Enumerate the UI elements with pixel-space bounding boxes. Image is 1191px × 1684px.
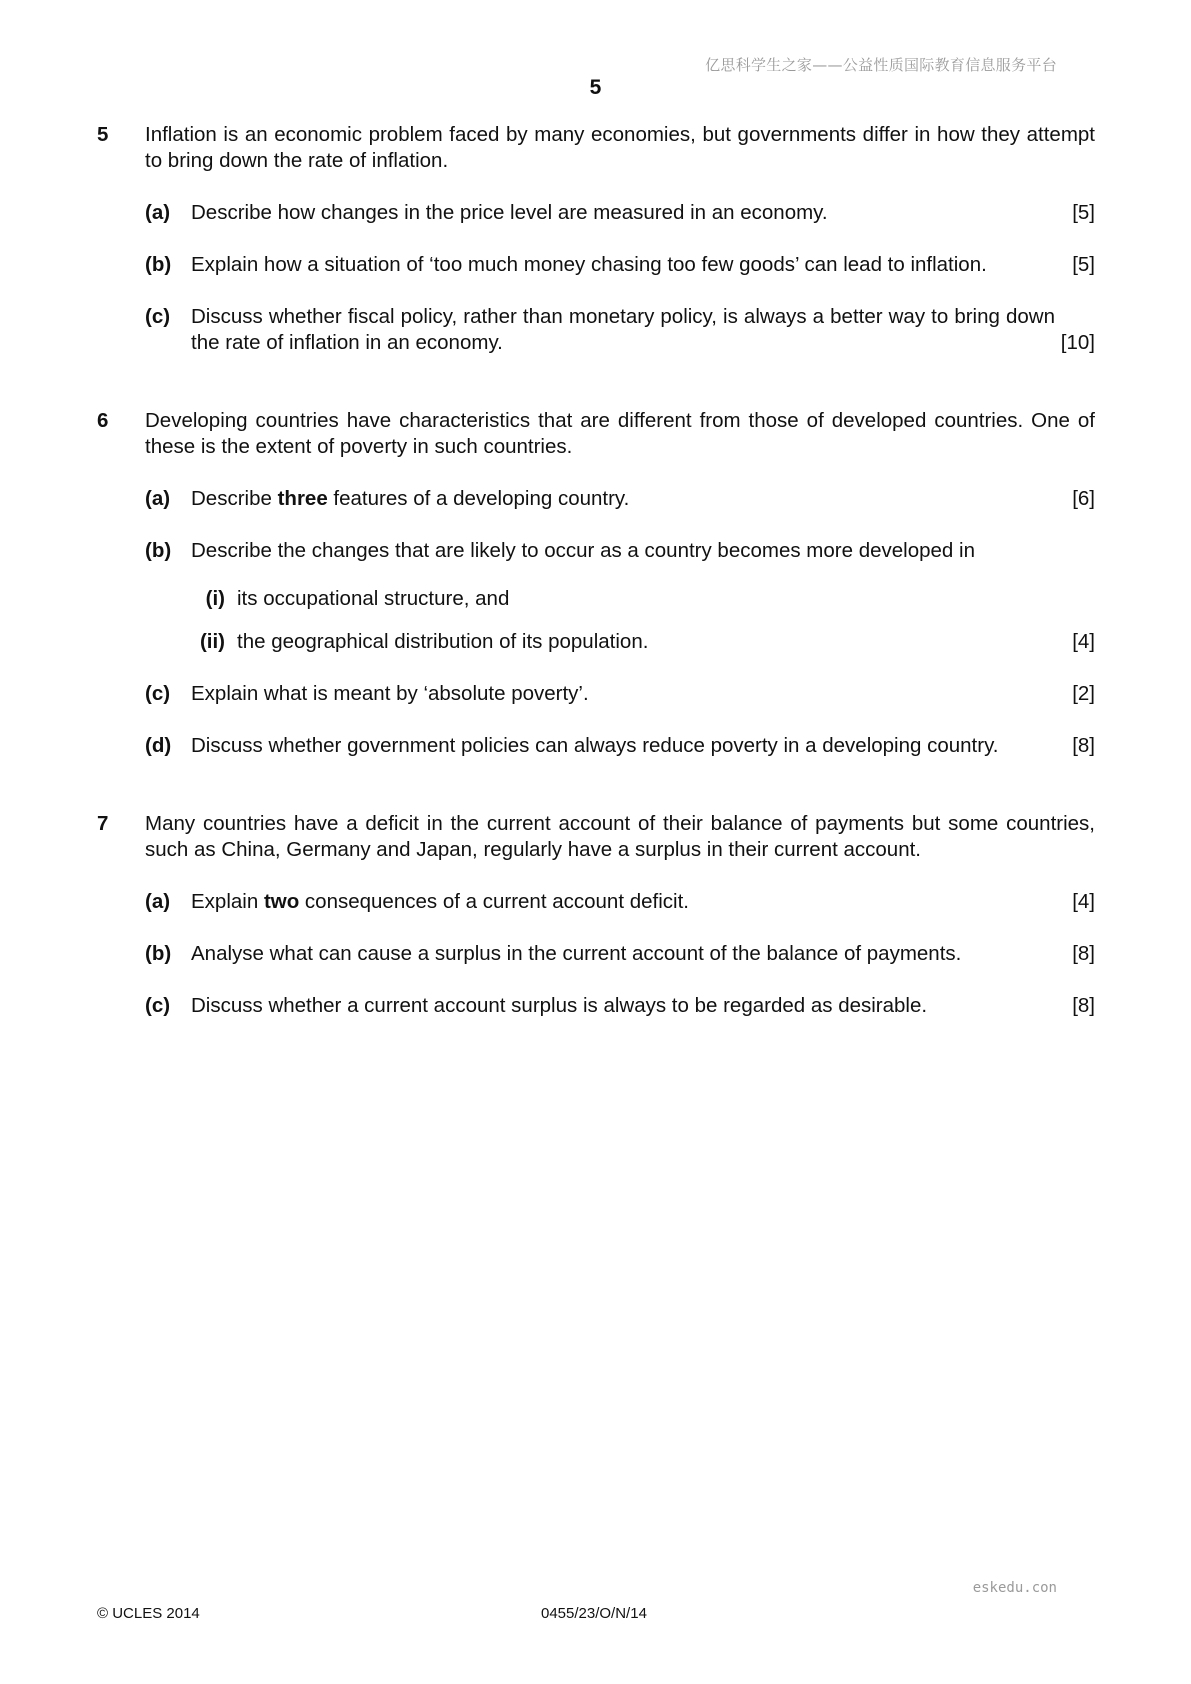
question-part-a — [145, 486, 1095, 512]
part-text: Discuss whether government policies can always reduce poverty in a developing country. — [191, 734, 999, 757]
question-subpart-i — [145, 586, 1095, 612]
question-part-d — [145, 733, 1095, 759]
part-label: (a) — [145, 890, 171, 913]
page-number: 5 — [589, 76, 602, 99]
marks: [5] — [1072, 201, 1095, 224]
part-label: (a) — [145, 201, 171, 224]
question-subpart-ii — [145, 629, 1095, 655]
subpart-text: the geographical distribution of its population. — [237, 630, 649, 653]
subpart-label: (ii) — [199, 630, 225, 653]
part-text — [191, 486, 1095, 512]
part-label: (b) — [145, 539, 172, 562]
part-label: (d) — [145, 734, 172, 757]
question-part-c — [145, 304, 1095, 356]
bold-keyword: three — [277, 487, 328, 510]
subpart-text: its occupational structure, and — [237, 587, 510, 610]
copyright-notice: © UCLES 2014 — [97, 1605, 200, 1622]
marks: [2] — [1072, 682, 1095, 705]
question-part-b — [145, 252, 1095, 278]
paper-code: 0455/23/O/N/14 — [541, 1605, 647, 1622]
part-text: Describe the changes that are likely to occur as a country becomes more developed in — [191, 539, 975, 562]
footer-watermark: eskedu.con — [972, 1580, 1057, 1596]
part-text: Describe how changes in the price level are measured in an economy. — [191, 201, 828, 224]
marks: [8] — [1072, 994, 1095, 1017]
question-content — [97, 122, 1095, 1045]
marks: [10] — [1060, 331, 1095, 354]
subpart-label: (i) — [205, 587, 225, 610]
part-text-start: Describe — [191, 487, 278, 510]
question-stem: Inflation is an economic problem faced by many economies, but governments differ in how they attempt to bring down the rate of inflation. — [145, 123, 1095, 172]
question-part-b — [145, 941, 1095, 967]
marks: [8] — [1072, 734, 1095, 757]
marks: [6] — [1072, 487, 1095, 510]
part-text: Discuss whether a current account surplus is always to be regarded as desirable. — [191, 994, 928, 1017]
part-text: Explain how a situation of ‘too much money chasing too few goods’ can lead to inflation. — [191, 253, 987, 276]
question-part-a — [145, 889, 1095, 915]
marks: [4] — [1072, 630, 1095, 653]
question-number: 5 — [97, 123, 109, 146]
part-label: (b) — [145, 942, 172, 965]
question-part-c — [145, 681, 1095, 707]
part-text-start: Explain — [191, 890, 264, 913]
part-text-end: features of a developing country. — [327, 487, 630, 510]
question-part-c — [145, 993, 1095, 1019]
question-7 — [97, 811, 1095, 1019]
question-number: 6 — [97, 409, 109, 432]
question-5 — [97, 122, 1095, 356]
part-text: Explain what is meant by ‘absolute poverty’. — [191, 682, 589, 705]
marks: [4] — [1072, 890, 1095, 913]
bold-keyword: two — [263, 890, 300, 913]
part-label: (c) — [145, 994, 171, 1017]
question-stem: Many countries have a deficit in the current account of their balance of payments but some countries, such as China, Germany and Japan, regularly have a surplus in their current account. — [145, 812, 1095, 861]
question-part-a — [145, 200, 1095, 226]
marks: [8] — [1072, 942, 1095, 965]
part-text-end: consequences of a current account deficit. — [299, 890, 689, 913]
part-text: Discuss whether fiscal policy, rather than monetary policy, is always a better way to bring down the rate of inflation in an economy. — [191, 305, 1055, 354]
part-label: (c) — [145, 305, 171, 328]
question-stem: Developing countries have characteristics that are different from those of developed countries. One of these is the extent of poverty in such countries. — [145, 409, 1095, 458]
part-text: Analyse what can cause a surplus in the current account of the balance of payments. — [191, 942, 962, 965]
question-6 — [97, 408, 1095, 759]
part-text — [191, 889, 1095, 915]
part-label: (c) — [145, 682, 171, 705]
question-number: 7 — [97, 812, 109, 835]
header-watermark: 亿思科学生之家——公益性质国际教育信息服务平台 — [705, 56, 1057, 74]
marks: [5] — [1072, 253, 1095, 276]
part-label: (a) — [145, 487, 171, 510]
question-part-b — [145, 538, 1095, 564]
part-label: (b) — [145, 253, 172, 276]
